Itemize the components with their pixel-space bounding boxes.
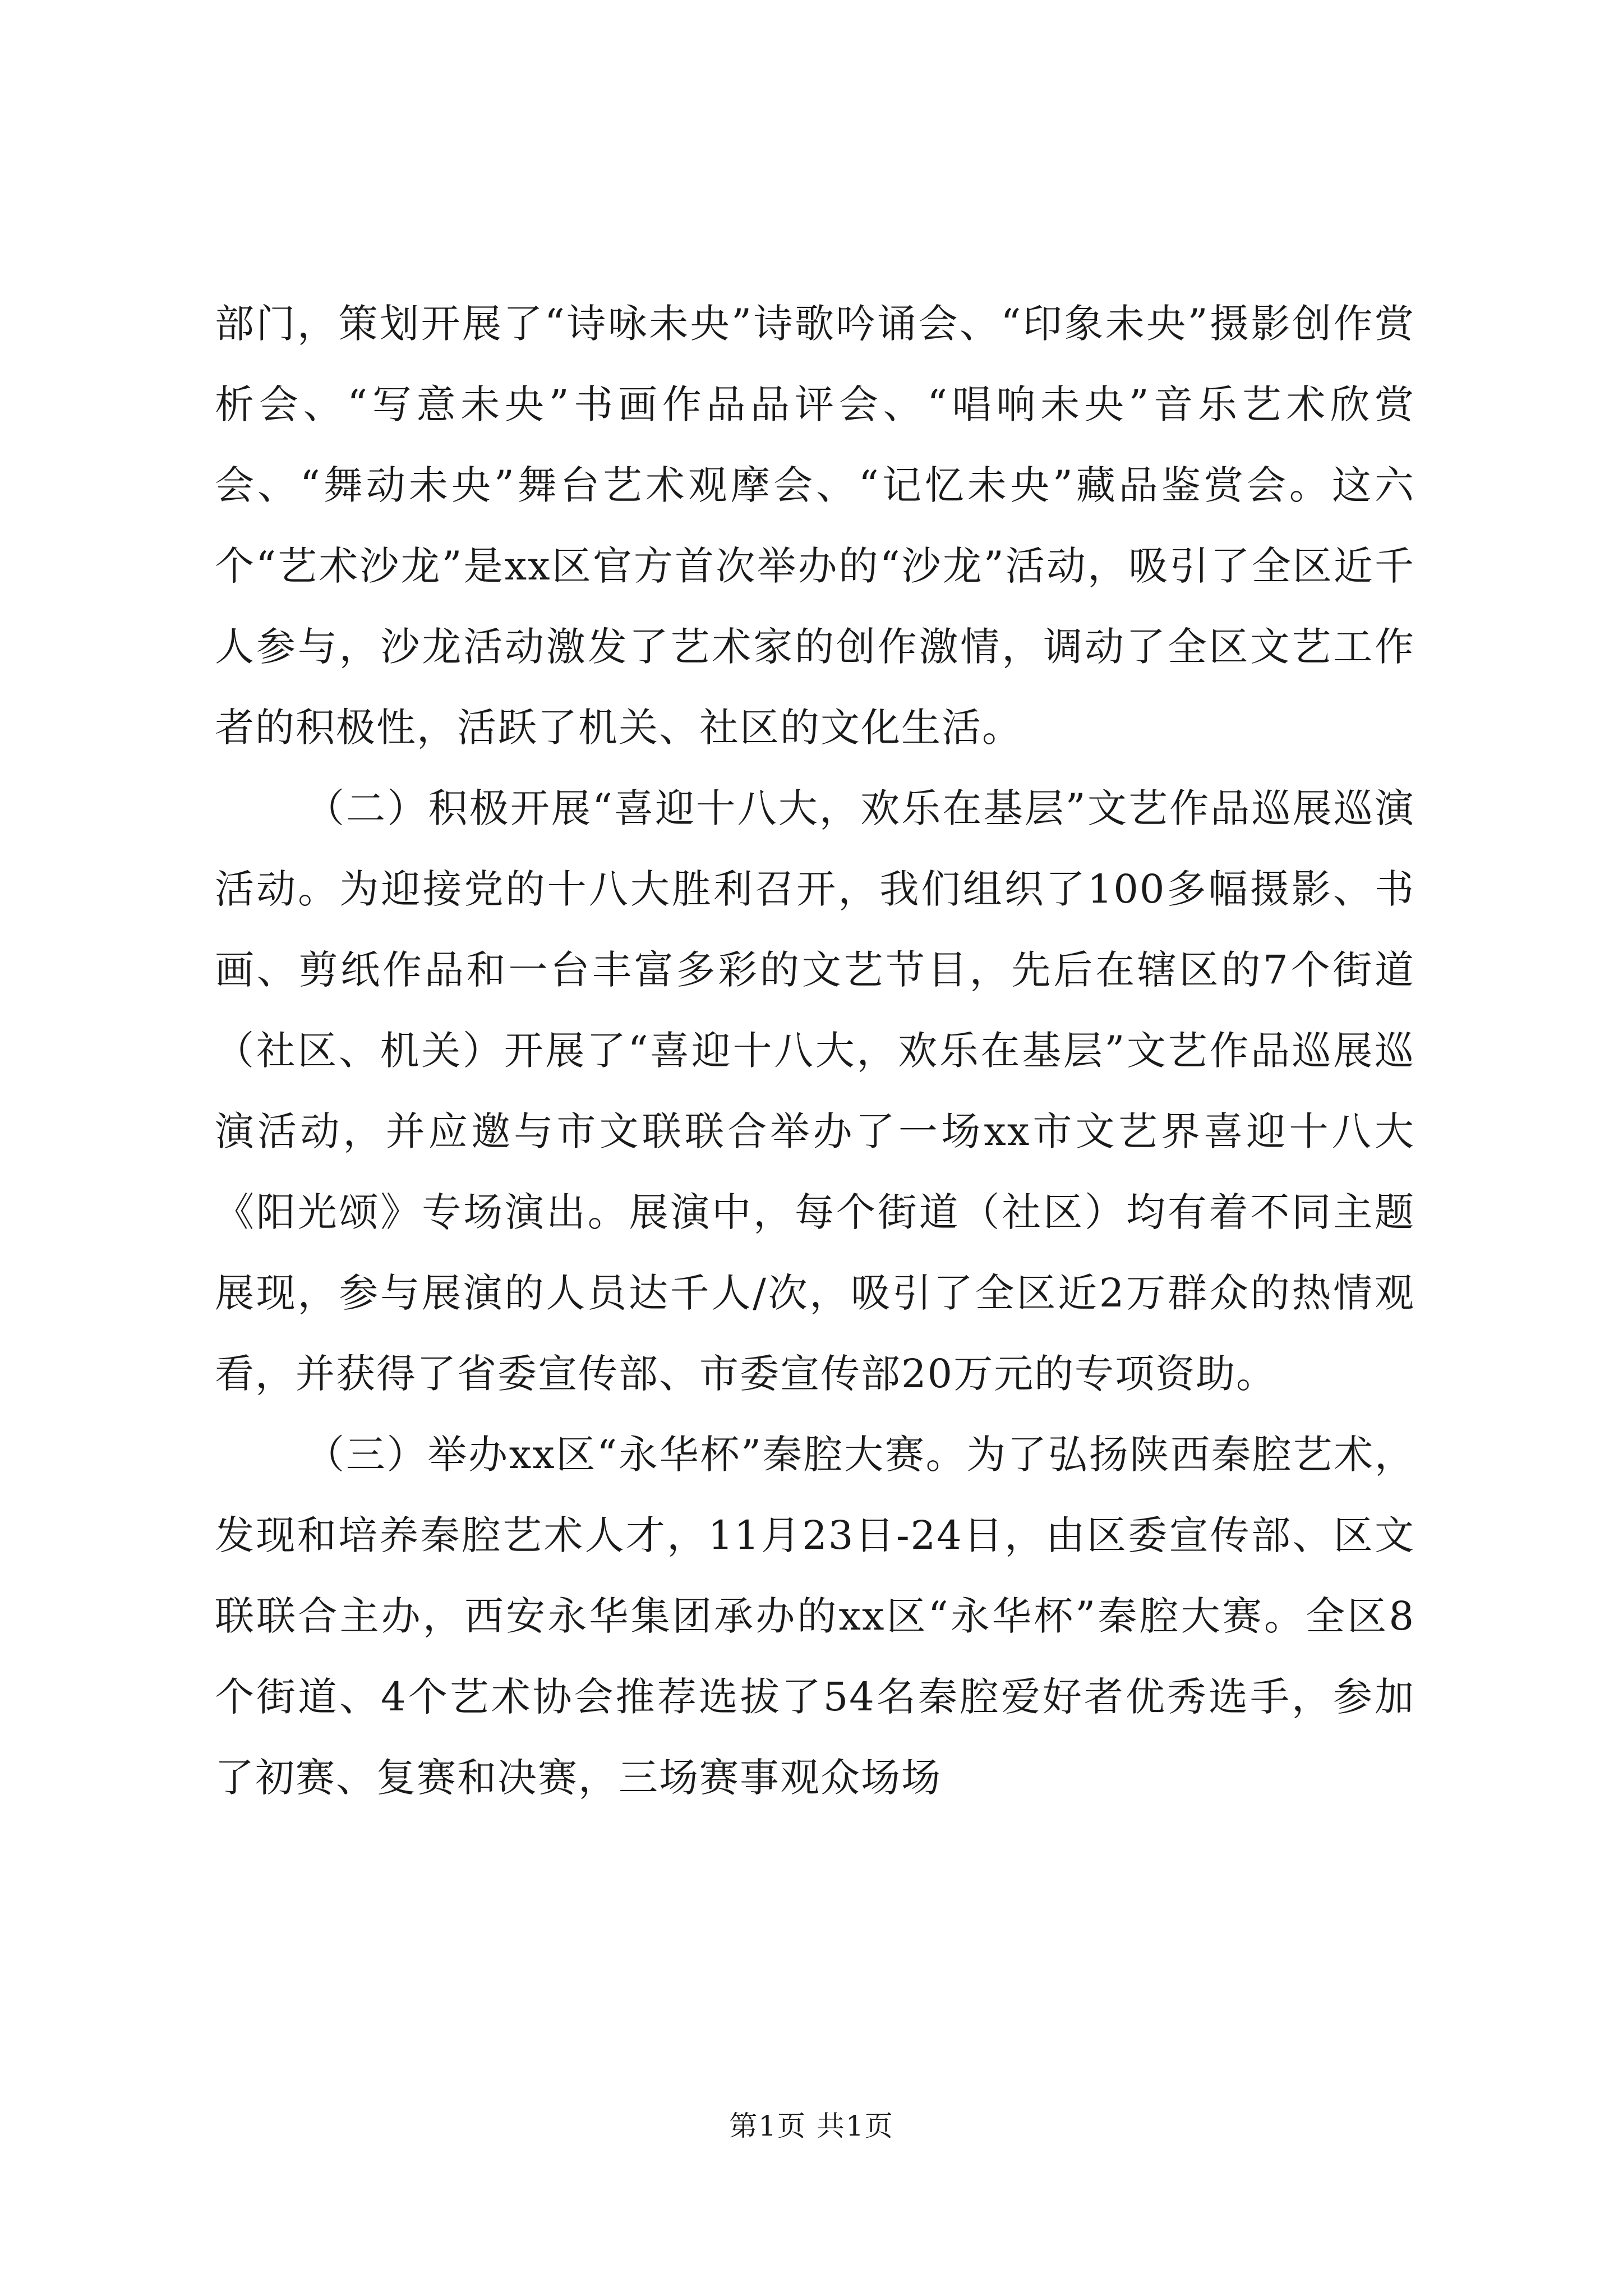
paragraph-2: （二）积极开展“喜迎十八大，欢乐在基层”文艺作品巡展巡演活动。为迎接党的十八大胜利召开，我们组织了100多幅摄影、书画、剪纸作品和一台丰富多彩的文艺节目，先后在辖区的7个街道（社区、机关）开展了“喜迎十八大，欢乐在基层”文艺作品巡展巡演活动，并应邀与市文联联合举办了一场xx市文艺界喜迎十八大《阳光颂》专场演出。展演中，每个街道（社区）均有着不同主题展现，参与展演的人员达千人/次，吸引了全区近2万群众的热情观看，并获得了省委宣传部、市委宣传部20万元的专项资助。 <box>215 785 1415 1397</box>
page-footer: 第1页 共1页 <box>729 2110 894 2142</box>
paragraph-3: （三）举办xx区“永华杯”秦腔大赛。为了弘扬陕西秦腔艺术，发现和培养秦腔艺术人才，11月23日-24日，由区委宣传部、区文联联合主办，西安永华集团承办的xx区“永华杯”秦腔大赛。全区8个街道、4个艺术协会推荐选拔了54名秦腔爱好者优秀选手，参加了初赛、复赛和决赛，三场赛事观众场场 <box>215 1432 1415 1801</box>
document-body <box>215 283 1415 1818</box>
paragraph-1: 部门，策划开展了“诗咏未央”诗歌吟诵会、“印象未央”摄影创作赏析会、“写意未央”书画作品品评会、“唱响未央”音乐艺术欣赏会、“舞动未央”舞台艺术观摩会、“记忆未央”藏品鉴赏会。这六个“艺术沙龙”是xx区官方首次举办的“沙龙”活动，吸引了全区近千人参与，沙龙活动激发了艺术家的创作激情，调动了全区文艺工作者的积极性，活跃了机关、社区的文化生活。 <box>215 301 1415 751</box>
